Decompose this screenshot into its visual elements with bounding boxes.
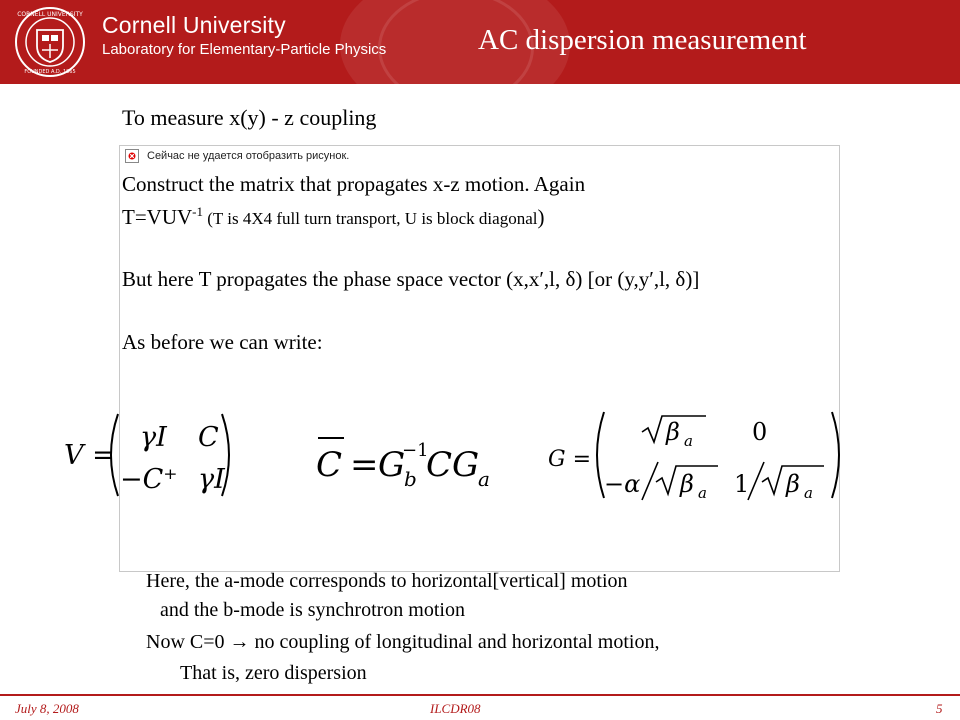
eq-g-left-paren [597,412,604,498]
svg-text:FOUNDED A.D. 1865: FOUNDED A.D. 1865 [24,69,76,75]
eq-v-r2c1: −C⁺ [120,464,178,495]
body-line-transform [122,204,544,230]
equations-row [0,400,960,510]
eq-g-alpha: −α [604,470,641,498]
slide-subtitle: To measure x(y) - z coupling [122,105,377,130]
equation-cbar [316,438,490,491]
eq-cbar-c2: C [426,445,453,485]
paragraph-a-mode: Here, the a-mode corresponds to horizontal[vertical] motion [146,570,628,592]
eq-cbar-g1: G [378,445,406,485]
eq-v-r1c1: γI [140,422,167,453]
body-line-construct: Construct the matrix that propagates x-z motion. Again [122,172,586,196]
transform-formula: T=VUV [122,205,193,229]
equation-v [64,414,229,496]
transform-inverse-sup: -1 [192,204,204,219]
eq-cbar-b: b [404,467,417,491]
body-line-phase-space: But here T propagates the phase space vector (x,x′,l, δ) [or (y,y′,l, δ)] [122,267,700,291]
broken-image-icon [125,149,139,163]
university-name: Cornell University [102,12,286,38]
eq-cbar-c: C [316,445,343,485]
eq-v-r2c2: γI [198,464,225,495]
footer-divider [0,694,960,696]
eq-g-beta-3: β [786,470,800,498]
footer-page-number: 5 [936,701,943,716]
eq-cbar-g2: G [452,445,480,485]
eq-v-lhs: V = [64,440,115,471]
body-line-as-before: As before we can write: [122,330,323,354]
svg-text:CORNELL UNIVERSITY: CORNELL UNIVERSITY [17,11,83,18]
transform-close-paren: ) [537,205,545,229]
image-error-text: Сейчас не удается отобразить рисунок. [147,150,350,162]
header-bar [0,0,960,84]
eq-g-beta-1: β [666,418,680,446]
eq-g-slash-1 [642,462,658,500]
eq-cbar-inv: −1 [402,440,429,461]
footer-conference: ILCDR08 [430,701,481,716]
eq-g-beta-2: β [680,470,694,498]
eq-g-sub-3: a [804,484,813,502]
eq-g-sub-1: a [684,432,693,450]
eq-g-zero: 0 [752,418,768,446]
eq-cbar-a: a [478,467,490,491]
eq-cbar-equals: = [350,445,379,485]
slide-title: AC dispersion measurement [478,24,807,56]
eq-g-right-paren [832,412,839,498]
paragraph-b-mode: and the b-mode is synchrotron motion [160,599,465,621]
transform-note: (T is 4X4 full turn transport, U is block diagonal [203,209,538,228]
eq-g-slash-2 [748,462,764,500]
eq-g-one: 1 [734,470,750,498]
paragraph-no-coupling: Now C=0 → no coupling of longitudinal and horizontal motion, [146,631,660,653]
eq-v-r1c2: C [198,422,219,453]
laboratory-name: Laboratory for Elementary-Particle Physics [102,41,387,58]
cornell-seal-logo [14,6,86,78]
paragraph-zero-dispersion: That is, zero dispersion [180,662,367,684]
equation-g [548,412,839,502]
footer-date: July 8, 2008 [15,701,79,716]
eq-g-lhs: G = [548,447,592,472]
image-error-message [125,149,349,163]
eq-g-sub-2: a [698,484,707,502]
